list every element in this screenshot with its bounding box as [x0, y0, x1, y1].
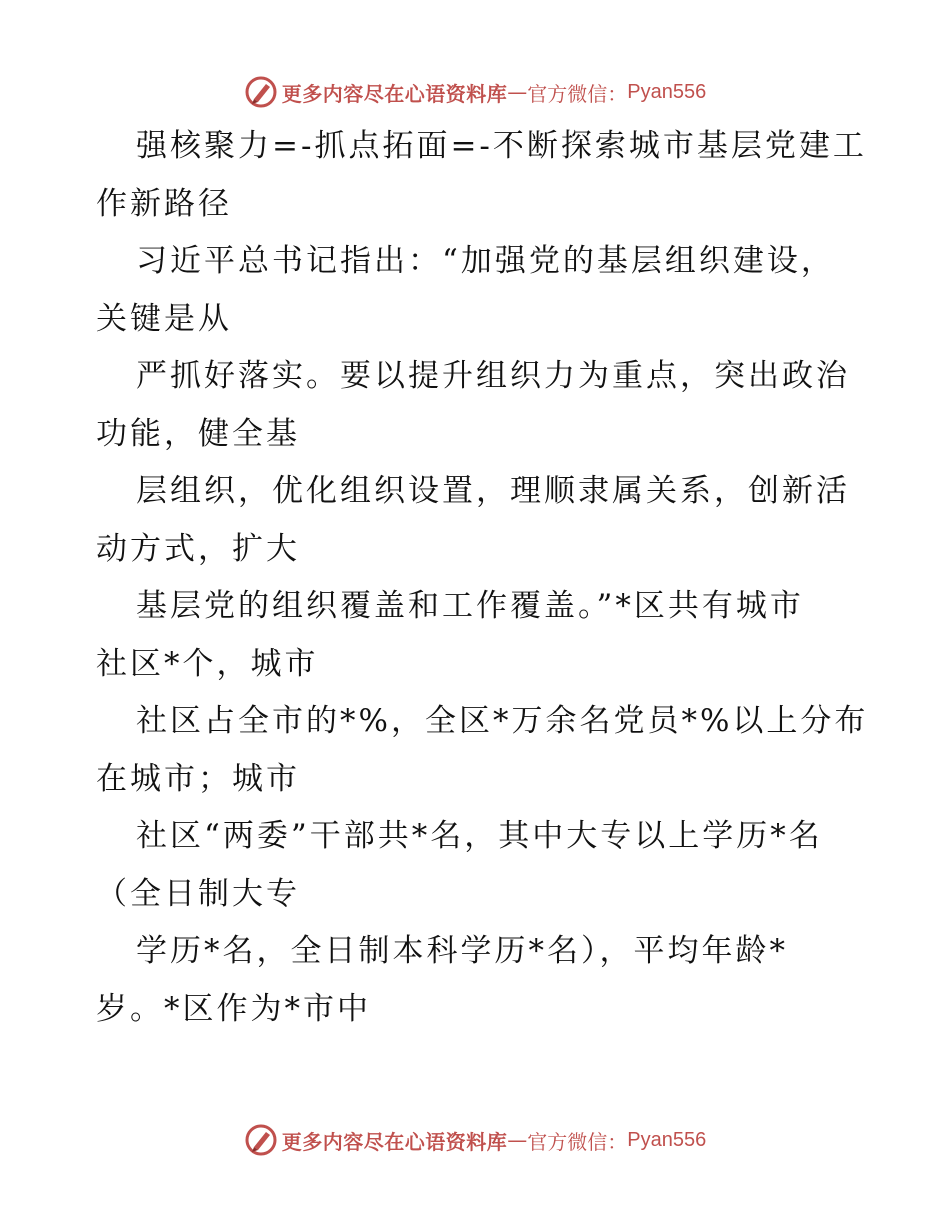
header-banner	[0, 72, 950, 112]
banner-text: 更多内容尽在心语资料库	[281, 1129, 508, 1154]
footer-banner	[0, 1120, 950, 1160]
banner-dash: —	[507, 80, 528, 104]
body-line: （全日制大专	[96, 875, 300, 912]
banner-wechat-id: Pyan556	[627, 80, 707, 103]
body-line: 在城市；城市	[96, 760, 300, 797]
body-line: 基层党的组织覆盖和工作覆盖。”*区共有城市	[136, 588, 804, 624]
banner-wechat-id: Pyan556	[627, 1128, 707, 1151]
body-line: 严抓好落实。要以提升组织力为重点，突出政治	[136, 358, 850, 394]
banner-label: 官方微信：	[527, 1129, 628, 1154]
body-line: 社区*个，城市	[96, 645, 319, 682]
body-line: 岁。*区作为*市中	[96, 990, 371, 1027]
red-pen-badge-icon	[244, 1123, 278, 1157]
banner-label: 官方微信：	[527, 81, 628, 106]
body-line: 作新路径	[96, 185, 232, 222]
body-line: 强核聚力=-抓点拓面=-不断探索城市基层党建工	[136, 128, 867, 164]
red-pen-badge-icon	[244, 75, 278, 109]
body-line: 关键是从	[96, 300, 232, 337]
body-line: 层组织，优化组织设置，理顺隶属关系，创新活	[136, 473, 850, 509]
body-line: 习近平总书记指出：“加强党的基层组织建设，	[136, 243, 835, 279]
body-line: 动方式，扩大	[96, 530, 300, 567]
body-line: 社区占全市的*%，全区*万余名党员*%以上分布	[136, 703, 869, 739]
body-line: 学历*名，全日制本科学历*名），平均年龄*	[136, 933, 788, 969]
banner-text: 更多内容尽在心语资料库	[281, 81, 508, 106]
body-line: 功能，健全基	[96, 415, 300, 452]
body-line: 社区“两委”干部共*名，其中大专以上学历*名	[136, 818, 823, 854]
document-body	[96, 118, 869, 1038]
banner-dash: —	[507, 1128, 528, 1152]
